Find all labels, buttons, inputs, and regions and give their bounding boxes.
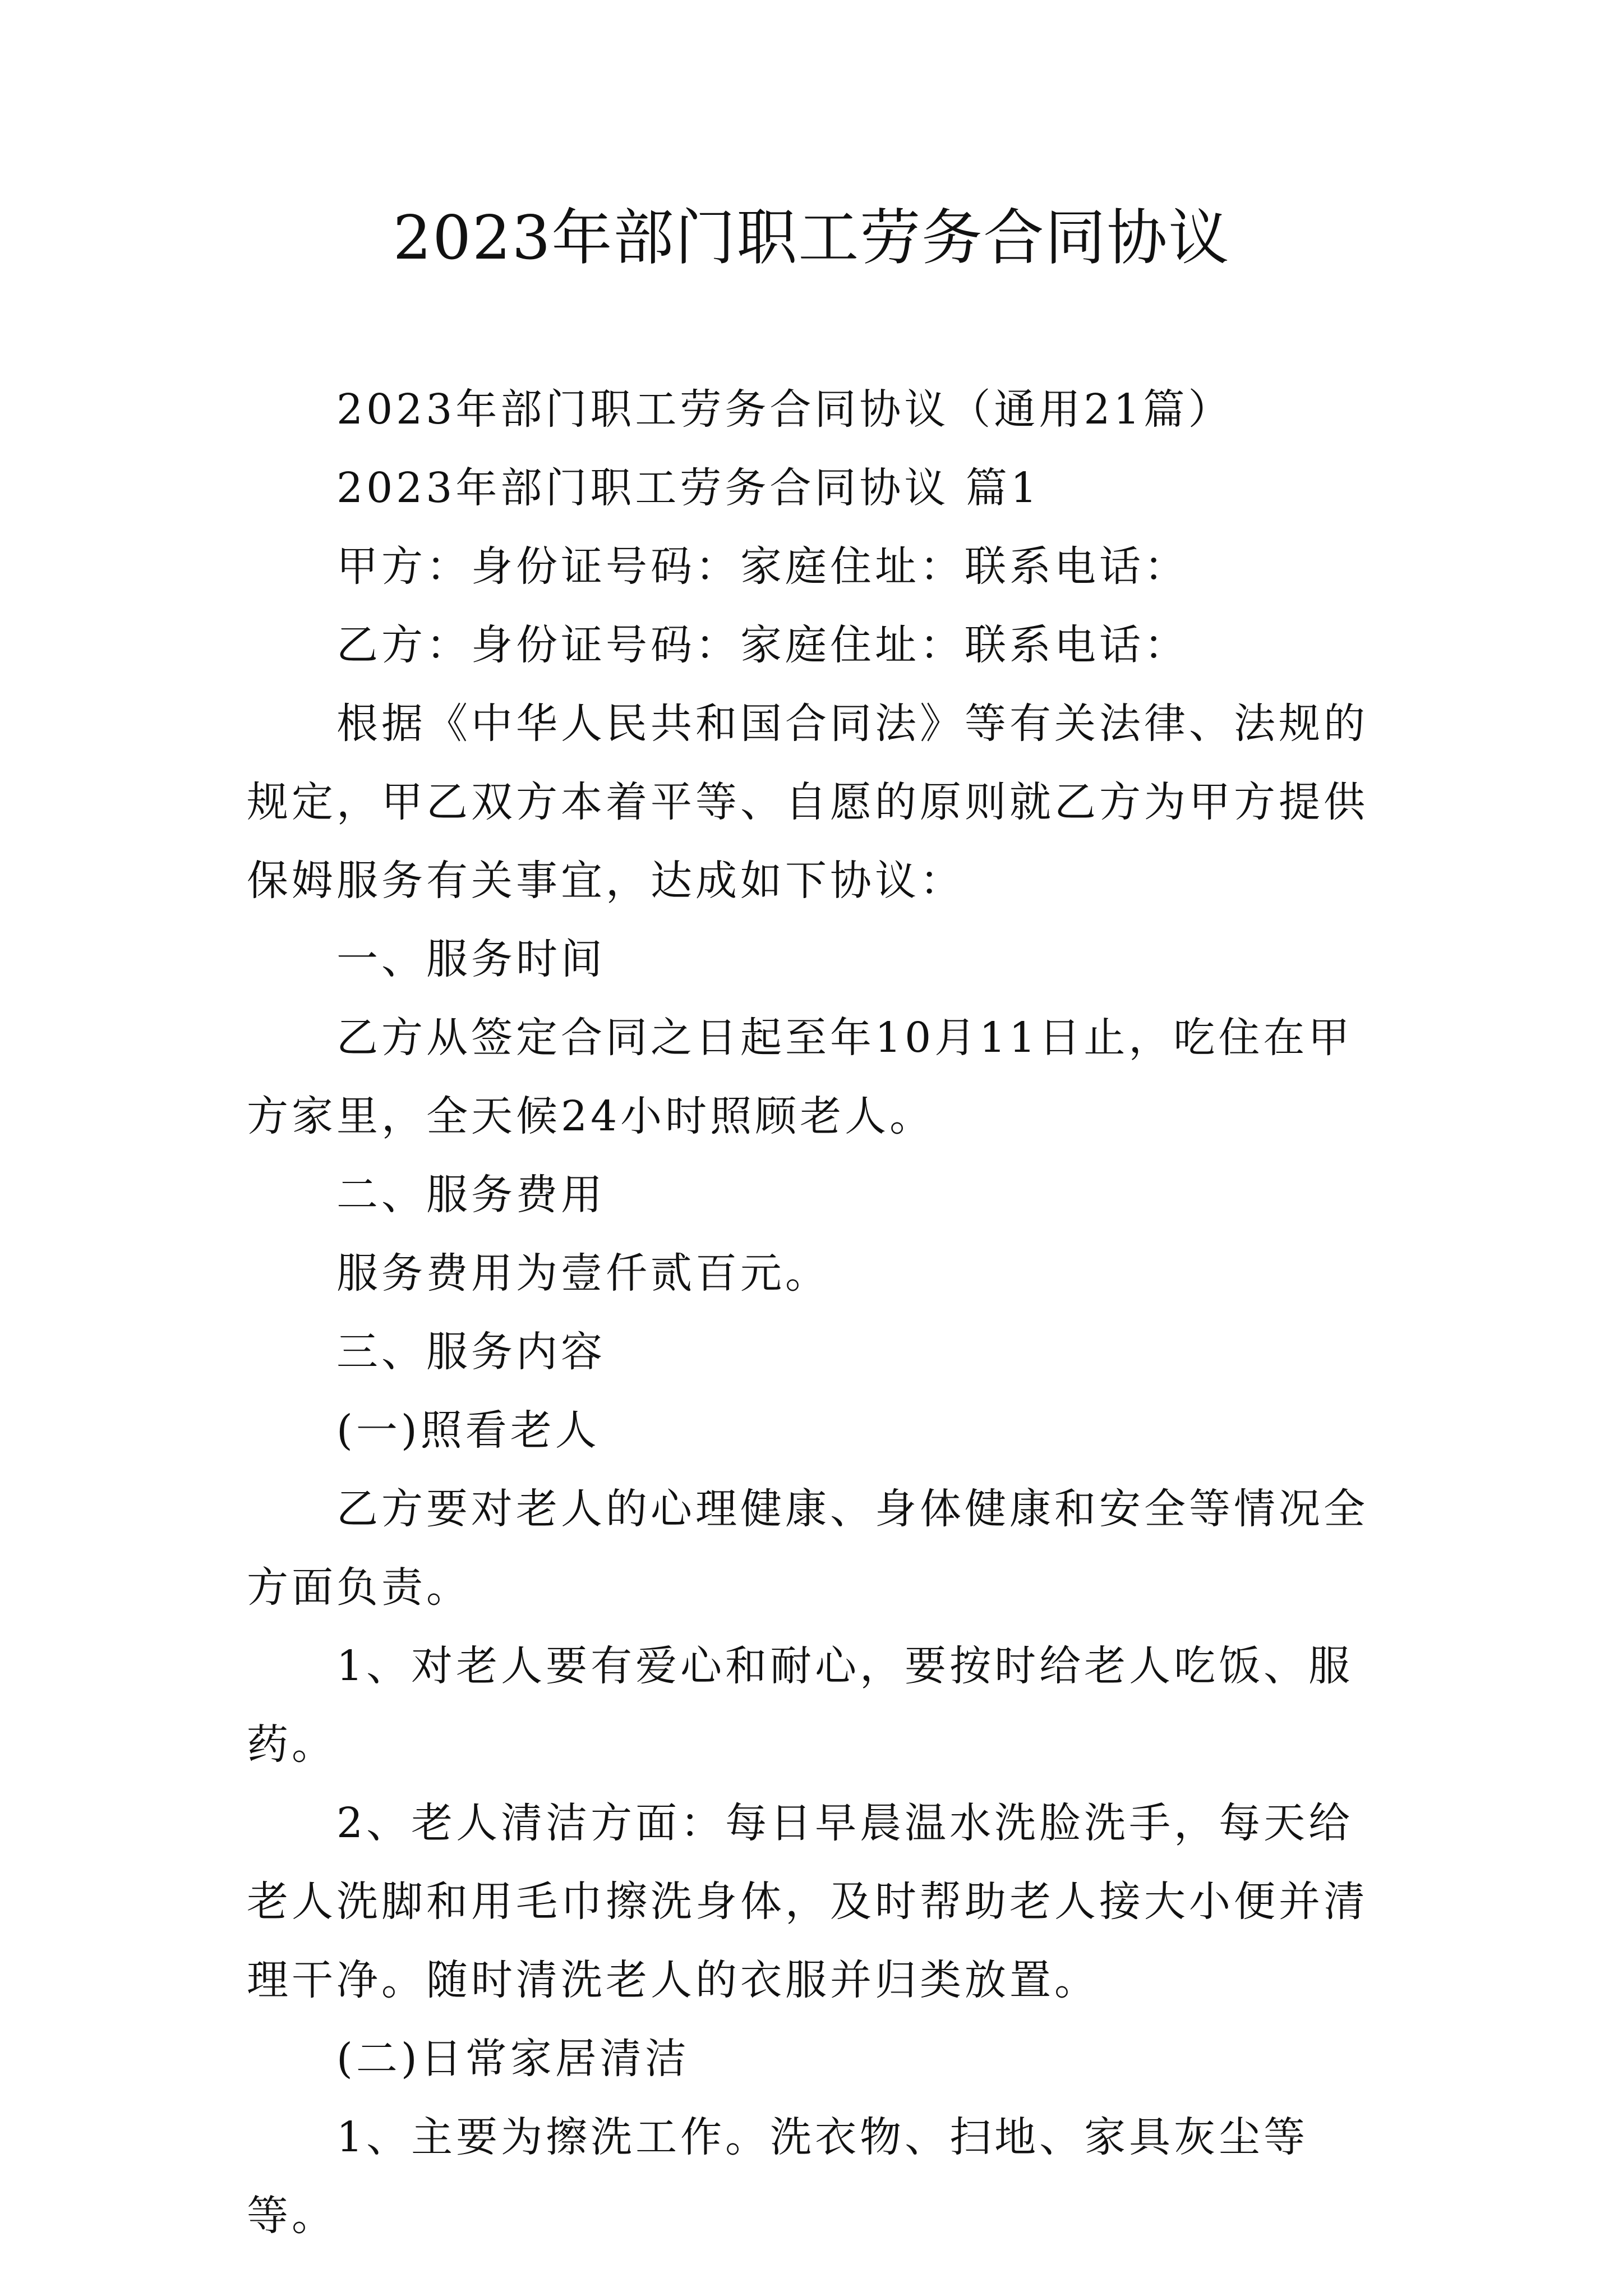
paragraph-subtitle: 2023年部门职工劳务合同协议（通用21篇） (336, 385, 1233, 434)
list-item-house-cleaning-1: 1、主要为擦洗工作。洗衣物、扫地、家具灰尘等等。 (247, 2113, 1309, 2240)
subsection-heading-elder-care: (一)照看老人 (336, 1406, 600, 1455)
subsection-heading-house-cleaning: (二)日常家居清洁 (336, 2035, 690, 2083)
list-item-elder-care-2: 2、老人清洁方面：每日早晨温水洗脸洗手，每天给老人洗脚和用毛巾擦洗身体，及时帮助老人接大小便并清理干净。随时清洗老人的衣服并归类放置。 (247, 1799, 1368, 2004)
section-heading-service-content: 三、服务内容 (336, 1328, 606, 1376)
paragraph-party-a: 甲方：身份证号码：家庭住址：联系电话： (336, 542, 1189, 591)
document-title: 2023年部门职工劳务合同协议 (393, 203, 1230, 273)
paragraph-part-heading: 2023年部门职工劳务合同协议 篇1 (336, 464, 1040, 512)
paragraph-elder-care: 乙方要对老人的心理健康、身体健康和安全等情况全方面负责。 (247, 1485, 1368, 1612)
list-item-elder-care-1: 1、对老人要有爱心和耐心，要按时给老人吃饭、服药。 (247, 1642, 1354, 1769)
paragraph-service-fee: 服务费用为壹仟贰百元。 (336, 1249, 830, 1297)
document-body (247, 370, 1385, 2255)
section-heading-service-fee: 二、服务费用 (336, 1171, 606, 1219)
paragraph-party-b: 乙方：身份证号码：家庭住址：联系电话： (336, 621, 1189, 669)
section-heading-service-time: 一、服务时间 (336, 935, 606, 983)
paragraph-preamble: 根据《中华人民共和国合同法》等有关法律、法规的规定，甲乙双方本着平等、自愿的原则就乙方为甲方提供保姆服务有关事宜，达成如下协议： (247, 700, 1368, 905)
paragraph-service-time: 乙方从签定合同之日起至年10月11日止，吃住在甲方家里，全天候24小时照顾老人。 (247, 1014, 1353, 1140)
